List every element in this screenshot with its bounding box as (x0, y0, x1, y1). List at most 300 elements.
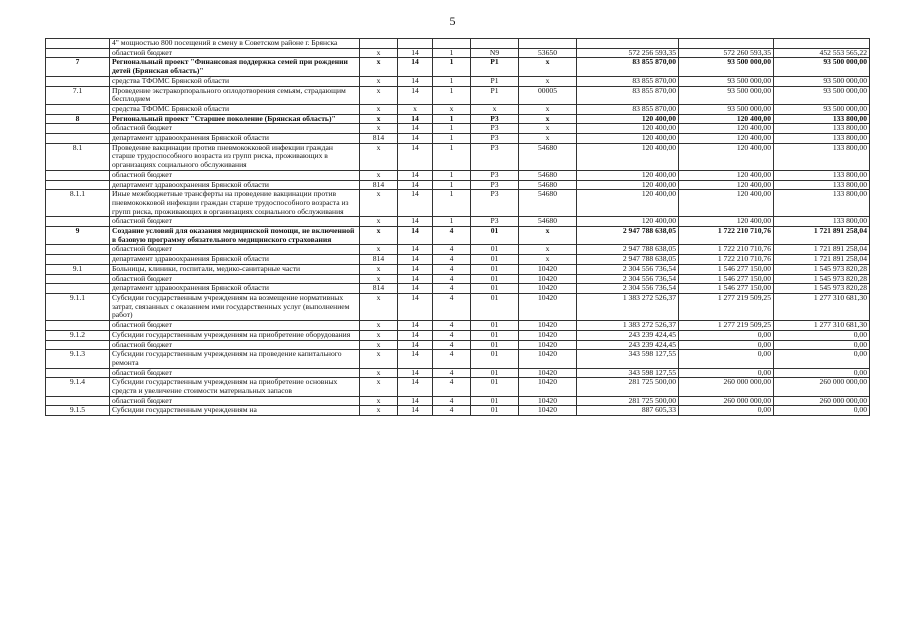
subsection-code-cell: 4 (433, 321, 471, 331)
section-code-cell: 14 (398, 350, 433, 368)
amount-year3-cell: 133 800,00 (774, 170, 870, 180)
amount-year1-cell: 281 725 500,00 (577, 378, 679, 396)
row-number-cell (46, 255, 110, 265)
amount-year2-cell: 93 500 000,00 (679, 86, 774, 104)
section-code-cell: 14 (398, 368, 433, 378)
table-row (46, 48, 870, 58)
amount-year1-cell: 120 400,00 (577, 190, 679, 217)
direction-code-cell: 54680 (519, 217, 577, 227)
description-cell: департамент здравоохранения Брянской области (110, 180, 360, 190)
row-number-cell: 8 (46, 114, 110, 124)
description-cell: департамент здравоохранения Брянской области (110, 134, 360, 144)
row-number-cell (46, 39, 110, 49)
amount-year2-cell: 1 546 277 150,00 (679, 284, 774, 294)
amount-year3-cell: 1 545 973 820,28 (774, 284, 870, 294)
amount-year2-cell: 1 277 219 509,25 (679, 293, 774, 320)
amount-year1-cell (577, 39, 679, 49)
section-code-cell: 14 (398, 76, 433, 86)
table-row (46, 330, 870, 340)
amount-year2-cell: 0,00 (679, 350, 774, 368)
project-code-cell: 01 (471, 264, 519, 274)
row-number-cell (46, 340, 110, 350)
description-cell: Субсидии государственным учреждениям на возмещение нормативных затрат, связанных с оказанием ими государственных услуг (выполнением работ) (110, 293, 360, 320)
amount-year2-cell: 0,00 (679, 340, 774, 350)
row-number-cell (46, 274, 110, 284)
description-cell: областной бюджет (110, 217, 360, 227)
project-code-cell: P3 (471, 190, 519, 217)
section-code-cell: 14 (398, 245, 433, 255)
description-cell: департамент здравоохранения Брянской области (110, 255, 360, 265)
direction-code-cell: x (519, 104, 577, 114)
section-code-cell: 14 (398, 134, 433, 144)
subsection-code-cell: x (433, 104, 471, 114)
section-code-cell: 14 (398, 378, 433, 396)
project-code-cell: 01 (471, 396, 519, 406)
amount-year2-cell: 572 260 593,35 (679, 48, 774, 58)
project-code-cell: P3 (471, 217, 519, 227)
amount-year3-cell: 1 721 891 258,04 (774, 255, 870, 265)
gr-code-cell: x (360, 350, 398, 368)
gr-code-cell: x (360, 104, 398, 114)
table-row (46, 190, 870, 217)
gr-code-cell: x (360, 368, 398, 378)
amount-year1-cell: 120 400,00 (577, 114, 679, 124)
description-cell: областной бюджет (110, 274, 360, 284)
amount-year2-cell: 120 400,00 (679, 180, 774, 190)
subsection-code-cell: 1 (433, 217, 471, 227)
description-cell: 4" мощностью 800 посещений в смену в Советском районе г. Брянска (110, 39, 360, 49)
table-row (46, 86, 870, 104)
description-cell: областной бюджет (110, 124, 360, 134)
subsection-code-cell: 4 (433, 245, 471, 255)
project-code-cell: 01 (471, 350, 519, 368)
row-number-cell (46, 134, 110, 144)
amount-year2-cell: 1 546 277 150,00 (679, 274, 774, 284)
amount-year2-cell: 1 277 219 509,25 (679, 321, 774, 331)
amount-year1-cell: 2 947 788 638,05 (577, 255, 679, 265)
project-code-cell: P3 (471, 143, 519, 170)
section-code-cell: 14 (398, 48, 433, 58)
section-code-cell: x (398, 104, 433, 114)
page-number: 5 (449, 14, 456, 28)
amount-year2-cell: 0,00 (679, 406, 774, 416)
project-code-cell: 01 (471, 368, 519, 378)
amount-year2-cell: 0,00 (679, 330, 774, 340)
section-code-cell: 14 (398, 58, 433, 76)
direction-code-cell: x (519, 124, 577, 134)
gr-code-cell: x (360, 124, 398, 134)
direction-code-cell: 10420 (519, 274, 577, 284)
table-row (46, 124, 870, 134)
amount-year1-cell: 120 400,00 (577, 217, 679, 227)
description-cell: Больницы, клиники, госпитали, медико-санитарные части (110, 264, 360, 274)
gr-code-cell: x (360, 170, 398, 180)
section-code-cell: 14 (398, 274, 433, 284)
table-row (46, 293, 870, 320)
amount-year1-cell: 343 598 127,55 (577, 350, 679, 368)
subsection-code-cell: 1 (433, 190, 471, 217)
direction-code-cell: 10420 (519, 378, 577, 396)
section-code-cell: 14 (398, 406, 433, 416)
table-row (46, 245, 870, 255)
description-cell: Проведение экстракорпорального оплодотворения семьям, страдающим бесплодием (110, 86, 360, 104)
subsection-code-cell: 4 (433, 406, 471, 416)
subsection-code-cell: 4 (433, 227, 471, 245)
project-code-cell: 01 (471, 227, 519, 245)
description-cell: областной бюджет (110, 396, 360, 406)
direction-code-cell: 10420 (519, 340, 577, 350)
gr-code-cell: x (360, 264, 398, 274)
gr-code-cell (360, 39, 398, 49)
amount-year1-cell: 120 400,00 (577, 180, 679, 190)
section-code-cell: 14 (398, 114, 433, 124)
gr-code-cell: x (360, 396, 398, 406)
subsection-code-cell: 1 (433, 143, 471, 170)
table-row (46, 104, 870, 114)
row-number-cell: 7.1 (46, 86, 110, 104)
table-row (46, 76, 870, 86)
project-code-cell: P1 (471, 86, 519, 104)
row-number-cell (46, 180, 110, 190)
amount-year3-cell: 452 553 565,22 (774, 48, 870, 58)
subsection-code-cell: 4 (433, 350, 471, 368)
row-number-cell (46, 396, 110, 406)
table-row (46, 284, 870, 294)
project-code-cell: 01 (471, 340, 519, 350)
project-code-cell: 01 (471, 284, 519, 294)
gr-code-cell: x (360, 76, 398, 86)
description-cell: областной бюджет (110, 340, 360, 350)
direction-code-cell: 10420 (519, 396, 577, 406)
amount-year1-cell: 887 605,33 (577, 406, 679, 416)
direction-code-cell: 10420 (519, 284, 577, 294)
table-row (46, 350, 870, 368)
gr-code-cell: x (360, 58, 398, 76)
amount-year3-cell: 0,00 (774, 340, 870, 350)
subsection-code-cell: 4 (433, 368, 471, 378)
amount-year2-cell: 120 400,00 (679, 114, 774, 124)
section-code-cell: 14 (398, 293, 433, 320)
direction-code-cell: 00005 (519, 86, 577, 104)
gr-code-cell: x (360, 48, 398, 58)
amount-year2-cell: 120 400,00 (679, 190, 774, 217)
amount-year1-cell: 120 400,00 (577, 170, 679, 180)
table-row (46, 255, 870, 265)
description-cell: Иные межбюджетные трансферты на проведение вакцинации против пневмококковой инфекции граждан старше трудоспособного возраста из групп риска, проживающих в организациях социального обслуживания (110, 190, 360, 217)
description-cell: областной бюджет (110, 368, 360, 378)
project-code-cell (471, 39, 519, 49)
subsection-code-cell: 4 (433, 378, 471, 396)
table-row (46, 143, 870, 170)
subsection-code-cell: 4 (433, 293, 471, 320)
row-number-cell (46, 104, 110, 114)
amount-year2-cell: 93 500 000,00 (679, 58, 774, 76)
amount-year3-cell: 260 000 000,00 (774, 396, 870, 406)
amount-year1-cell: 83 855 870,00 (577, 58, 679, 76)
gr-code-cell: 814 (360, 284, 398, 294)
section-code-cell: 14 (398, 190, 433, 217)
description-cell: областной бюджет (110, 245, 360, 255)
amount-year3-cell: 133 800,00 (774, 217, 870, 227)
amount-year3-cell: 0,00 (774, 406, 870, 416)
section-code-cell: 14 (398, 396, 433, 406)
project-code-cell: P1 (471, 76, 519, 86)
section-code-cell: 14 (398, 340, 433, 350)
table-row (46, 378, 870, 396)
project-code-cell: P1 (471, 58, 519, 76)
amount-year1-cell: 83 855 870,00 (577, 86, 679, 104)
direction-code-cell: x (519, 114, 577, 124)
description-cell: Субсидии государственным учреждениям на приобретение основных средств и увеличение стоимости материальных запасов (110, 378, 360, 396)
row-number-cell: 9.1.1 (46, 293, 110, 320)
amount-year2-cell: 93 500 000,00 (679, 76, 774, 86)
gr-code-cell: x (360, 227, 398, 245)
table-row (46, 58, 870, 76)
section-code-cell: 14 (398, 255, 433, 265)
direction-code-cell: 10420 (519, 330, 577, 340)
subsection-code-cell: 4 (433, 284, 471, 294)
direction-code-cell: x (519, 134, 577, 144)
amount-year2-cell: 1 722 210 710,76 (679, 255, 774, 265)
project-code-cell: 01 (471, 274, 519, 284)
subsection-code-cell: 1 (433, 134, 471, 144)
amount-year1-cell: 281 725 500,00 (577, 396, 679, 406)
table-row (46, 170, 870, 180)
table-row (46, 264, 870, 274)
row-number-cell (46, 48, 110, 58)
row-number-cell (46, 124, 110, 134)
description-cell: Региональный проект "Финансовая поддержка семей при рождении детей (Брянская область)" (110, 58, 360, 76)
row-number-cell: 7 (46, 58, 110, 76)
amount-year2-cell: 120 400,00 (679, 134, 774, 144)
description-cell: Субсидии государственным учреждениям на (110, 406, 360, 416)
row-number-cell: 9.1.5 (46, 406, 110, 416)
amount-year2-cell: 93 500 000,00 (679, 104, 774, 114)
gr-code-cell: 814 (360, 180, 398, 190)
description-cell: Субсидии государственным учреждениям на приобретение оборудования (110, 330, 360, 340)
amount-year2-cell: 120 400,00 (679, 170, 774, 180)
direction-code-cell: 10420 (519, 293, 577, 320)
amount-year3-cell (774, 39, 870, 49)
description-cell: Субсидии государственным учреждениям на проведение капитального ремонта (110, 350, 360, 368)
description-cell: средства ТФОМС Брянской области (110, 76, 360, 86)
amount-year2-cell: 0,00 (679, 368, 774, 378)
section-code-cell: 14 (398, 284, 433, 294)
project-code-cell: P3 (471, 180, 519, 190)
gr-code-cell: 814 (360, 134, 398, 144)
subsection-code-cell: 4 (433, 330, 471, 340)
row-number-cell (46, 245, 110, 255)
section-code-cell: 14 (398, 86, 433, 104)
row-number-cell (46, 217, 110, 227)
row-number-cell (46, 76, 110, 86)
amount-year3-cell: 0,00 (774, 350, 870, 368)
amount-year3-cell: 93 500 000,00 (774, 86, 870, 104)
subsection-code-cell: 4 (433, 396, 471, 406)
amount-year1-cell: 120 400,00 (577, 134, 679, 144)
subsection-code-cell: 4 (433, 274, 471, 284)
amount-year1-cell: 2 947 788 638,05 (577, 245, 679, 255)
table-row (46, 217, 870, 227)
gr-code-cell: x (360, 217, 398, 227)
subsection-code-cell: 1 (433, 124, 471, 134)
section-code-cell: 14 (398, 227, 433, 245)
row-number-cell (46, 170, 110, 180)
amount-year1-cell: 2 304 556 736,54 (577, 264, 679, 274)
row-number-cell: 9.1.2 (46, 330, 110, 340)
description-cell: Создание условий для оказания медицинской помощи, не включенной в базовую программу обязательного медицинского страхования (110, 227, 360, 245)
subsection-code-cell (433, 39, 471, 49)
description-cell: Региональный проект "Старшее поколение (Брянская область)" (110, 114, 360, 124)
gr-code-cell: x (360, 293, 398, 320)
description-cell: средства ТФОМС Брянской области (110, 104, 360, 114)
subsection-code-cell: 1 (433, 86, 471, 104)
amount-year3-cell: 0,00 (774, 330, 870, 340)
subsection-code-cell: 1 (433, 48, 471, 58)
direction-code-cell: x (519, 227, 577, 245)
amount-year3-cell: 1 721 891 258,04 (774, 227, 870, 245)
amount-year1-cell: 1 383 272 526,37 (577, 293, 679, 320)
direction-code-cell: 54680 (519, 170, 577, 180)
budget-table (45, 38, 870, 416)
subsection-code-cell: 1 (433, 114, 471, 124)
amount-year1-cell: 572 256 593,35 (577, 48, 679, 58)
project-code-cell: 01 (471, 245, 519, 255)
project-code-cell: 01 (471, 321, 519, 331)
amount-year3-cell: 133 800,00 (774, 143, 870, 170)
gr-code-cell: x (360, 114, 398, 124)
amount-year2-cell: 120 400,00 (679, 217, 774, 227)
subsection-code-cell: 1 (433, 58, 471, 76)
subsection-code-cell: 4 (433, 340, 471, 350)
table-row (46, 368, 870, 378)
table-row (46, 340, 870, 350)
direction-code-cell: 54680 (519, 143, 577, 170)
section-code-cell: 14 (398, 321, 433, 331)
project-code-cell: 01 (471, 378, 519, 396)
direction-code-cell: 10420 (519, 321, 577, 331)
amount-year1-cell: 83 855 870,00 (577, 104, 679, 114)
amount-year3-cell: 93 500 000,00 (774, 58, 870, 76)
gr-code-cell: x (360, 190, 398, 217)
amount-year2-cell: 1 722 210 710,76 (679, 227, 774, 245)
gr-code-cell: x (360, 245, 398, 255)
section-code-cell: 14 (398, 217, 433, 227)
amount-year1-cell: 2 304 556 736,54 (577, 284, 679, 294)
row-number-cell: 8.1 (46, 143, 110, 170)
amount-year3-cell: 133 800,00 (774, 190, 870, 217)
amount-year1-cell: 343 598 127,55 (577, 368, 679, 378)
section-code-cell: 14 (398, 180, 433, 190)
project-code-cell: P3 (471, 114, 519, 124)
description-cell: областной бюджет (110, 321, 360, 331)
amount-year3-cell: 133 800,00 (774, 180, 870, 190)
amount-year3-cell: 1 277 310 681,30 (774, 293, 870, 320)
project-code-cell: 01 (471, 406, 519, 416)
amount-year3-cell: 1 545 973 820,28 (774, 264, 870, 274)
amount-year2-cell: 1 546 277 150,00 (679, 264, 774, 274)
gr-code-cell: x (360, 274, 398, 284)
amount-year2-cell: 260 000 000,00 (679, 396, 774, 406)
amount-year1-cell: 2 304 556 736,54 (577, 274, 679, 284)
project-code-cell: 01 (471, 330, 519, 340)
direction-code-cell: x (519, 58, 577, 76)
direction-code-cell: 10420 (519, 350, 577, 368)
project-code-cell: P3 (471, 124, 519, 134)
amount-year3-cell: 133 800,00 (774, 124, 870, 134)
amount-year2-cell: 260 000 000,00 (679, 378, 774, 396)
description-cell: областной бюджет (110, 48, 360, 58)
amount-year3-cell: 133 800,00 (774, 114, 870, 124)
direction-code-cell: 10420 (519, 264, 577, 274)
table-row (46, 227, 870, 245)
table-row (46, 321, 870, 331)
project-code-cell: x (471, 104, 519, 114)
gr-code-cell: 814 (360, 255, 398, 265)
section-code-cell (398, 39, 433, 49)
section-code-cell: 14 (398, 124, 433, 134)
amount-year1-cell: 120 400,00 (577, 124, 679, 134)
row-number-cell: 9 (46, 227, 110, 245)
description-cell: Проведение вакцинации против пневмококковой инфекции граждан старше трудоспособного возраста из групп риска, проживающих в организациях социального обслуживания (110, 143, 360, 170)
amount-year3-cell: 0,00 (774, 368, 870, 378)
amount-year1-cell: 243 239 424,45 (577, 330, 679, 340)
gr-code-cell: x (360, 321, 398, 331)
section-code-cell: 14 (398, 143, 433, 170)
amount-year3-cell: 260 000 000,00 (774, 378, 870, 396)
row-number-cell (46, 284, 110, 294)
table-row (46, 114, 870, 124)
amount-year3-cell: 133 800,00 (774, 134, 870, 144)
amount-year3-cell: 93 500 000,00 (774, 104, 870, 114)
description-cell: областной бюджет (110, 170, 360, 180)
direction-code-cell: 10420 (519, 368, 577, 378)
subsection-code-cell: 1 (433, 76, 471, 86)
project-code-cell: N9 (471, 48, 519, 58)
amount-year2-cell: 120 400,00 (679, 143, 774, 170)
direction-code-cell: 53650 (519, 48, 577, 58)
table-row (46, 39, 870, 49)
description-cell: департамент здравоохранения Брянской области (110, 284, 360, 294)
table-row (46, 274, 870, 284)
amount-year3-cell: 1 545 973 820,28 (774, 274, 870, 284)
direction-code-cell: 54680 (519, 180, 577, 190)
amount-year3-cell: 1 721 891 258,04 (774, 245, 870, 255)
direction-code-cell: x (519, 255, 577, 265)
gr-code-cell: x (360, 330, 398, 340)
table-body (46, 39, 870, 416)
direction-code-cell: x (519, 245, 577, 255)
gr-code-cell: x (360, 340, 398, 350)
amount-year2-cell (679, 39, 774, 49)
amount-year3-cell: 1 277 310 681,30 (774, 321, 870, 331)
row-number-cell (46, 368, 110, 378)
direction-code-cell: x (519, 76, 577, 86)
subsection-code-cell: 4 (433, 264, 471, 274)
table-row (46, 180, 870, 190)
amount-year1-cell: 1 383 272 526,37 (577, 321, 679, 331)
project-code-cell: P3 (471, 134, 519, 144)
subsection-code-cell: 1 (433, 170, 471, 180)
direction-code-cell (519, 39, 577, 49)
row-number-cell: 8.1.1 (46, 190, 110, 217)
subsection-code-cell: 1 (433, 180, 471, 190)
section-code-cell: 14 (398, 170, 433, 180)
amount-year1-cell: 83 855 870,00 (577, 76, 679, 86)
row-number-cell: 9.1 (46, 264, 110, 274)
amount-year2-cell: 120 400,00 (679, 124, 774, 134)
amount-year1-cell: 120 400,00 (577, 143, 679, 170)
